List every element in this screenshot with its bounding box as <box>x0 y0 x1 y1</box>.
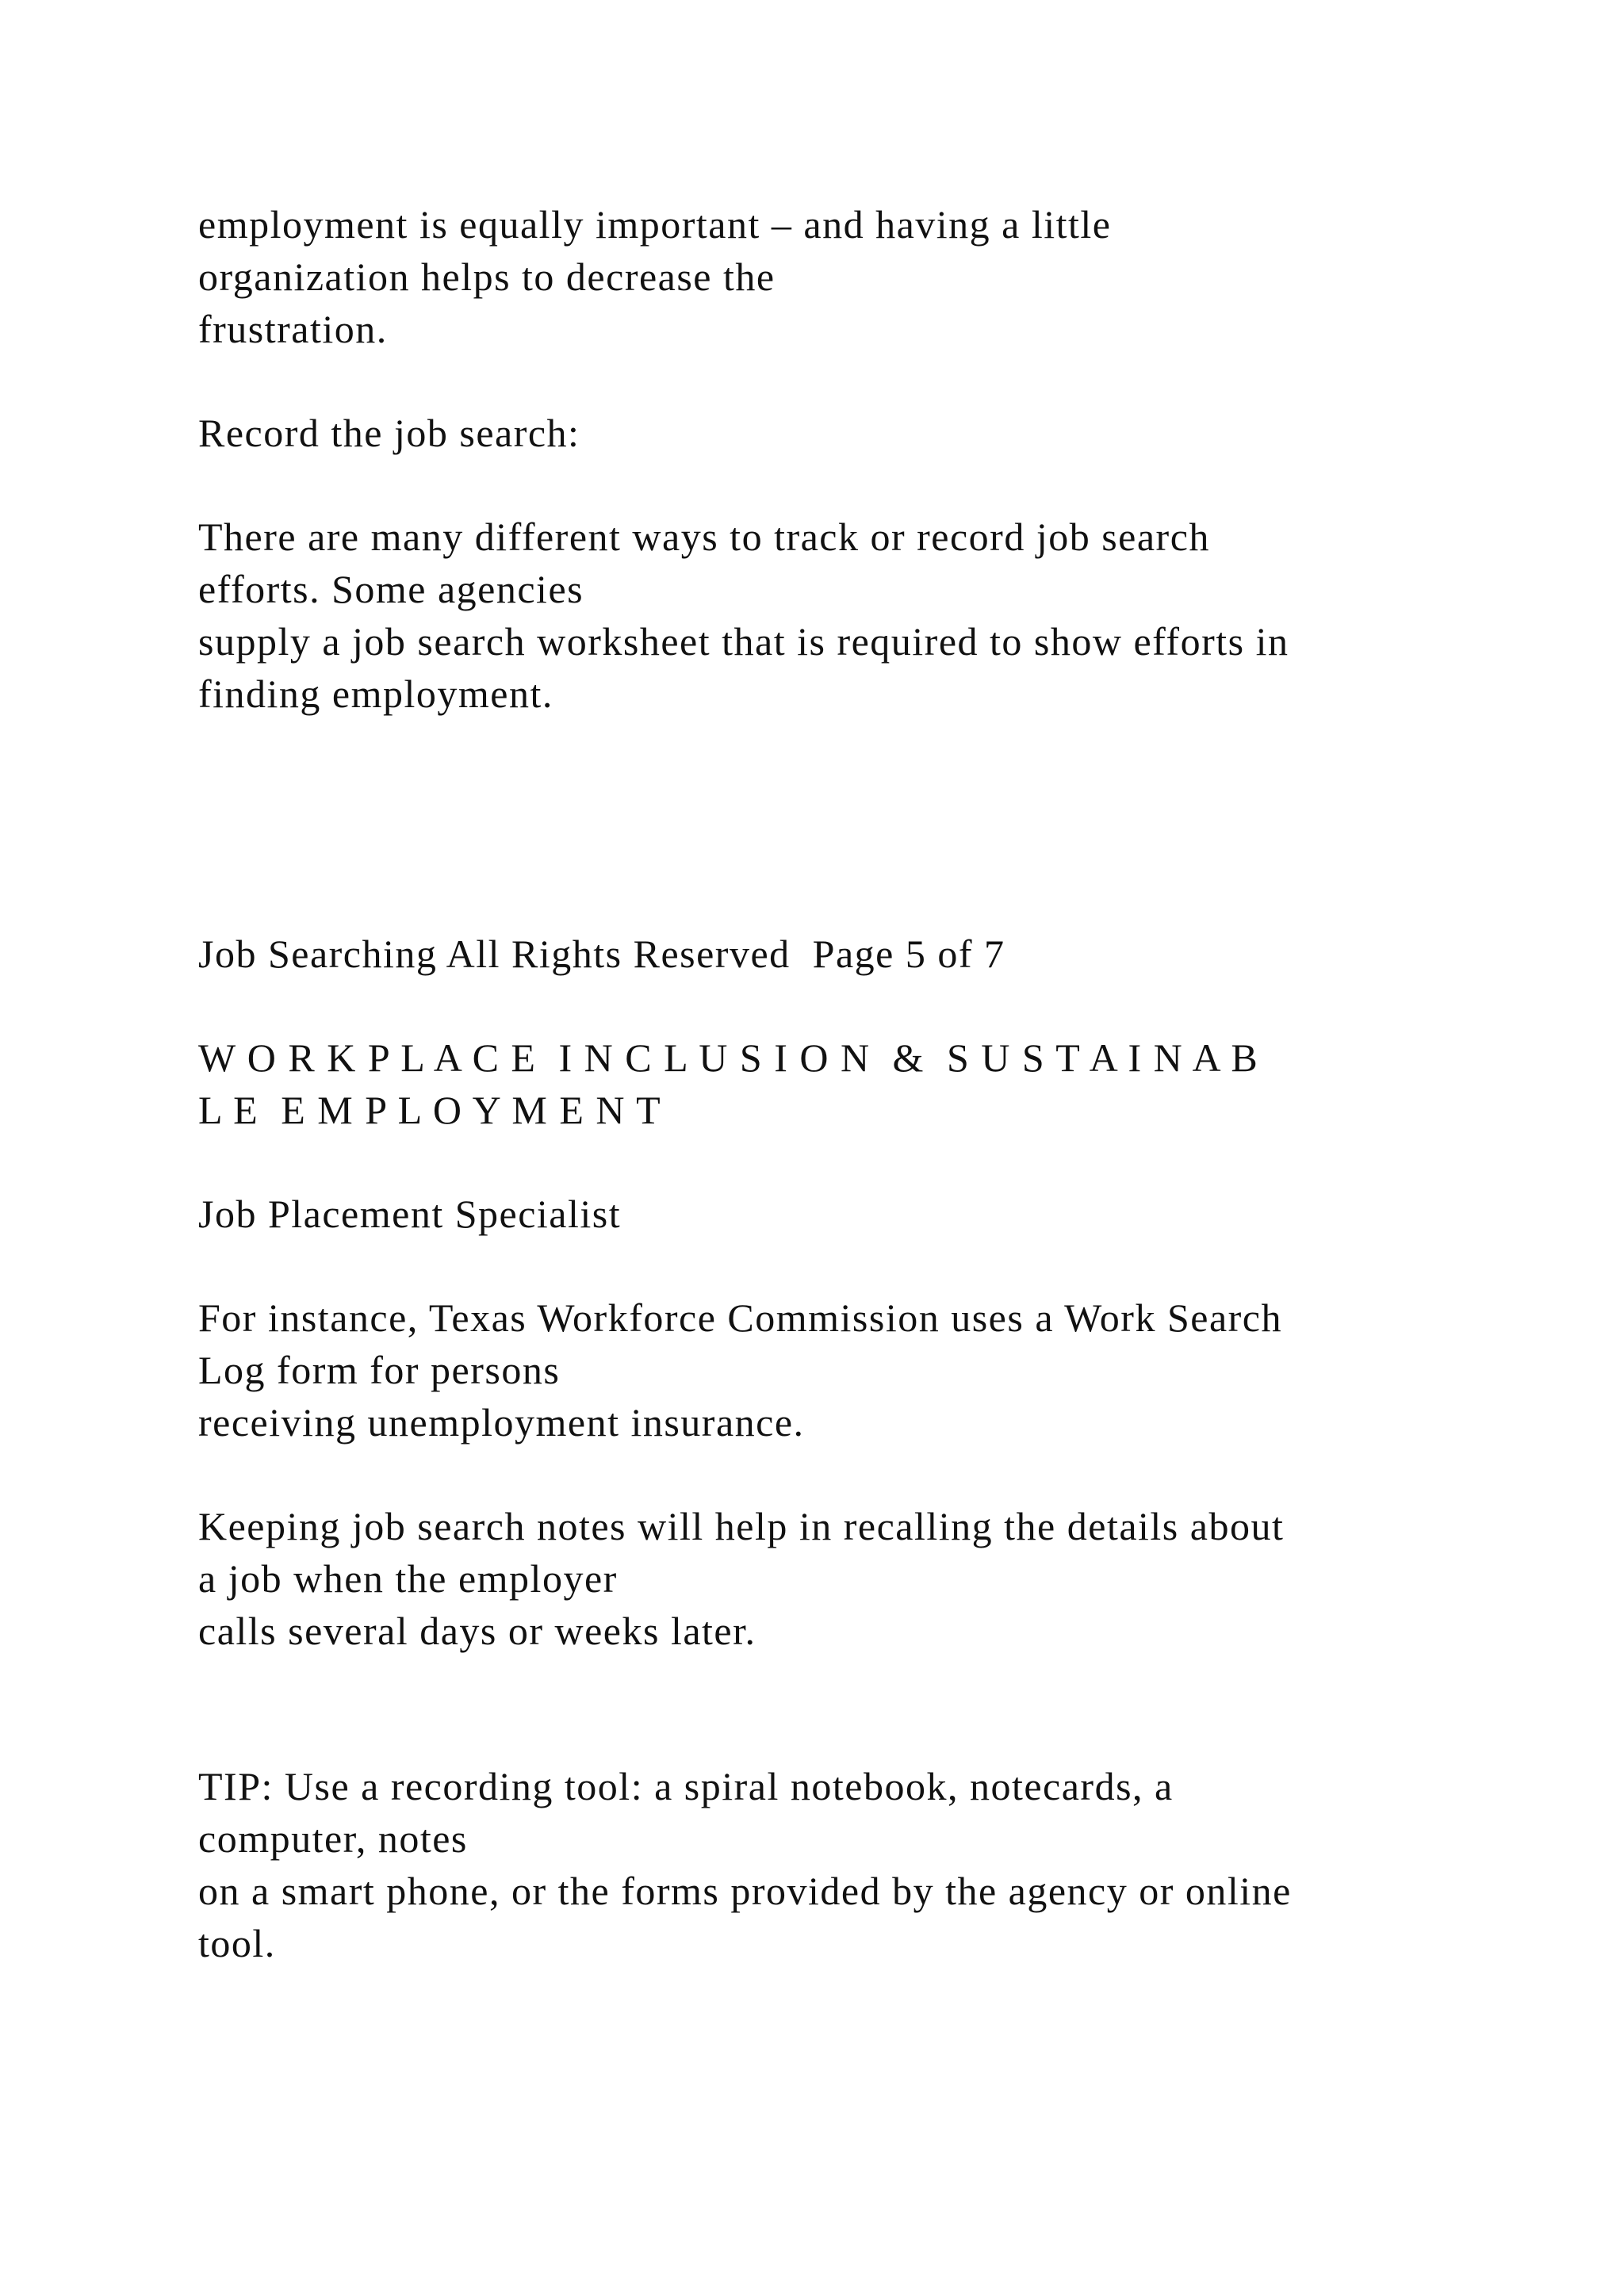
paragraph-line: Log form for persons <box>198 1348 561 1392</box>
page-header: L E E M P L O Y M E N T <box>198 1088 662 1132</box>
paragraph-line: finding employment. <box>198 672 553 716</box>
page-header: W O R K P L A C E I N C L U S I O N & S U S T A I N A B <box>198 1035 1259 1080</box>
paragraph-line: There are many different ways to track or record job search <box>198 515 1210 559</box>
paragraph-line: Keeping job search notes will help in recalling the details about <box>198 1504 1285 1548</box>
paragraph-line: For instance, Texas Workforce Commission uses a Work Search <box>198 1295 1282 1340</box>
page-footer: Job Searching All Rights Reserved Page 5 of 7 <box>198 932 1005 976</box>
paragraph-line: frustration. <box>198 307 388 351</box>
section-heading: Record the job search: <box>198 411 580 455</box>
tip-line: computer, notes <box>198 1816 468 1861</box>
page-subheader: Job Placement Specialist <box>198 1192 622 1236</box>
tip-line: on a smart phone, or the forms provided by the agency or online <box>198 1869 1292 1913</box>
paragraph-line: a job when the employer <box>198 1556 618 1601</box>
tip-line: tool. <box>198 1921 276 1965</box>
paragraph-line: employment is equally important – and having a little <box>198 202 1112 247</box>
tip-line: TIP: Use a recording tool: a spiral notebook, notecards, a <box>198 1764 1174 1808</box>
paragraph-line: organization helps to decrease the <box>198 254 776 299</box>
paragraph-line: supply a job search worksheet that is required to show efforts in <box>198 619 1289 664</box>
paragraph-line: calls several days or weeks later. <box>198 1609 756 1653</box>
paragraph-line: receiving unemployment insurance. <box>198 1400 805 1445</box>
paragraph-line: efforts. Some agencies <box>198 567 584 611</box>
